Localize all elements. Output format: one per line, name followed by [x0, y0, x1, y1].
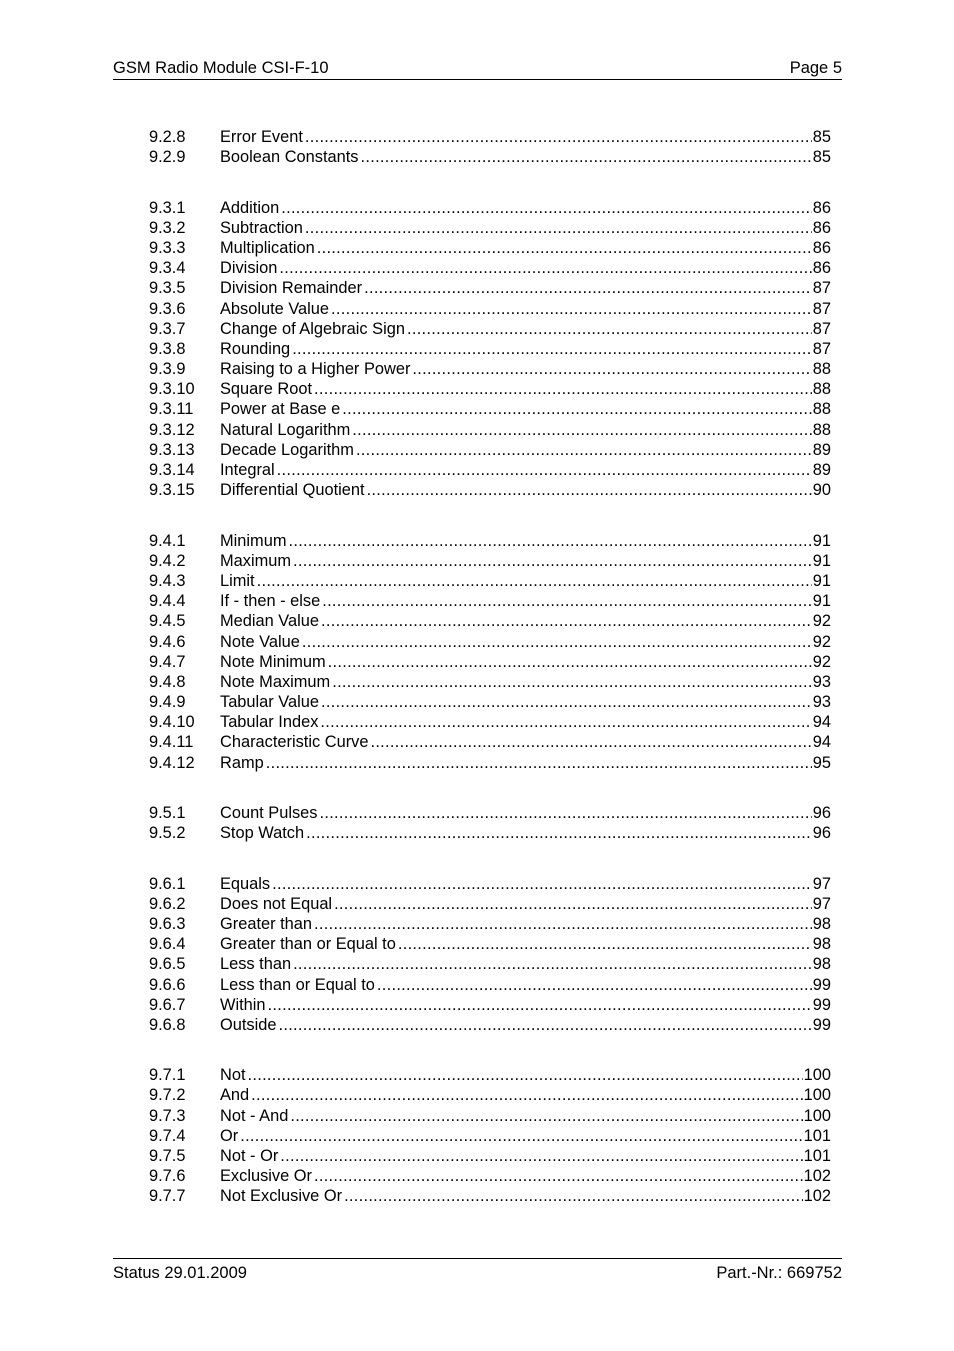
toc-entry-number: 9.3.13 [149, 440, 195, 459]
toc-entry-page: 93 [812, 672, 831, 691]
toc-entry-number: 9.3.15 [149, 481, 195, 500]
toc-entry-title: Greater than or Equal to [220, 935, 396, 954]
toc-entry[interactable] [149, 652, 831, 672]
toc-entry-title: Minimum [220, 531, 287, 550]
toc-dot-leader [266, 753, 812, 773]
toc-entry-title: Rounding [220, 339, 291, 358]
toc-entry-number: 9.6.4 [149, 935, 186, 954]
toc-entry-title: Square Root [220, 380, 313, 399]
toc-dot-leader [305, 218, 812, 238]
toc-entry-page: 97 [812, 874, 831, 893]
toc-dot-leader [398, 934, 812, 954]
toc-dot-leader [322, 591, 812, 611]
toc-entry[interactable] [149, 359, 831, 379]
toc-entry-page: 99 [812, 995, 831, 1014]
toc-entry-title: Note Maximum [220, 672, 331, 691]
toc-entry-page: 91 [812, 571, 831, 590]
toc-dot-leader [248, 1065, 803, 1085]
part-number: Part.-Nr.: 669752 [716, 1264, 842, 1282]
toc-dot-leader [361, 147, 812, 167]
toc-section [149, 1065, 831, 1206]
page-number: Page 5 [789, 59, 842, 77]
toc-entry[interactable] [149, 591, 831, 611]
toc-entry-title: Count Pulses [220, 804, 318, 822]
toc-entry-title: Greater than [220, 914, 313, 933]
toc-dot-leader [279, 1015, 812, 1035]
toc-entry-title: Maximum [220, 551, 292, 570]
toc-entry-title: Not - And [220, 1106, 289, 1125]
toc-entry-page: 89 [812, 440, 831, 459]
toc-dot-leader [306, 823, 812, 843]
toc-entry-page: 88 [812, 380, 831, 399]
toc-entry-title: Natural Logarithm [220, 420, 351, 439]
toc-entry-page: 86 [812, 218, 831, 237]
toc-dot-leader [356, 440, 812, 460]
toc-entry-number: 9.3.10 [149, 380, 195, 399]
toc-entry[interactable] [149, 1065, 831, 1085]
toc-entry-title: Less than [220, 955, 292, 974]
toc-entry[interactable] [149, 198, 831, 218]
toc-entry[interactable] [149, 632, 831, 652]
toc-entry-page: 101 [803, 1147, 831, 1165]
toc-entry-title: Less than or Equal to [220, 975, 375, 994]
toc-dot-leader [344, 1186, 803, 1206]
toc-entry[interactable] [149, 278, 831, 298]
toc-entry-title: Multiplication [220, 238, 315, 257]
toc-dot-leader [320, 803, 812, 823]
toc-dot-leader [331, 299, 812, 319]
toc-dot-leader [272, 874, 812, 894]
toc-entry-title: Addition [220, 198, 280, 217]
toc-entry-number: 9.7.1 [149, 1066, 186, 1085]
toc-entry[interactable] [149, 1186, 831, 1206]
toc-entry-number: 9.4.4 [149, 592, 186, 611]
toc-entry-title: Integral [220, 461, 275, 479]
toc-entry-page: 92 [812, 612, 831, 631]
toc-entry[interactable] [149, 1015, 831, 1035]
toc-entry-number: 9.4.9 [149, 693, 186, 712]
toc-entry-number: 9.3.2 [149, 218, 186, 237]
toc-entry-title: Tabular Value [220, 693, 320, 712]
toc-entry-number: 9.4.8 [149, 672, 186, 691]
toc-entry[interactable] [149, 934, 831, 954]
toc-entry-number: 9.6.7 [149, 995, 186, 1014]
toc-dot-leader [364, 278, 812, 298]
toc-entry[interactable] [149, 238, 831, 258]
toc-entry-title: Power at Base e [220, 400, 341, 419]
toc-entry-number: 9.3.4 [149, 259, 186, 278]
toc-entry-page: 100 [803, 1106, 831, 1125]
toc-dot-leader [342, 399, 812, 419]
toc-entry-page: 94 [812, 733, 831, 752]
toc-entry-page: 96 [812, 804, 831, 822]
toc-entry-number: 9.6.8 [149, 1015, 186, 1034]
toc-dot-leader [293, 551, 812, 571]
toc-entry[interactable] [149, 1146, 831, 1166]
toc-entry-number: 9.6.3 [149, 914, 186, 933]
toc-entry-page: 92 [812, 652, 831, 671]
toc-entry-number: 9.4.6 [149, 632, 186, 651]
toc-entry-page: 99 [812, 975, 831, 994]
toc-entry-number: 9.3.12 [149, 420, 195, 439]
toc-entry-page: 88 [812, 420, 831, 439]
toc-entry-number: 9.6.6 [149, 975, 186, 994]
toc-section [149, 198, 831, 501]
toc-entry-number: 9.3.5 [149, 279, 186, 298]
toc-entry-number: 9.3.1 [149, 198, 186, 217]
toc-dot-leader [314, 379, 812, 399]
toc-entry-title: Ramp [220, 753, 264, 772]
toc-entry-number: 9.5.2 [149, 824, 186, 843]
toc-dot-leader [314, 1166, 803, 1186]
toc-dot-leader [251, 1085, 802, 1105]
toc-entry[interactable] [149, 712, 831, 732]
toc-entry[interactable] [149, 753, 831, 773]
toc-dot-leader [277, 460, 812, 480]
toc-entry-number: 9.6.2 [149, 894, 186, 913]
toc-entry-number: 9.4.3 [149, 571, 186, 590]
toc-entry-title: Division [220, 259, 278, 278]
toc-entry-page: 92 [812, 632, 831, 651]
toc-dot-leader [352, 420, 811, 440]
toc-entry-page: 87 [812, 319, 831, 338]
toc-dot-leader [334, 894, 812, 914]
toc-entry-number: 9.4.1 [149, 531, 186, 550]
toc-entry-page: 97 [812, 894, 831, 913]
toc-dot-leader [321, 692, 812, 712]
toc-dot-leader [288, 531, 811, 551]
page-header [113, 58, 842, 80]
toc-dot-leader [292, 339, 812, 359]
toc-dot-leader [320, 712, 811, 732]
toc-entry-page: 87 [812, 279, 831, 298]
toc-entry-page: 98 [812, 955, 831, 974]
toc-dot-leader [332, 672, 812, 692]
toc-entry-title: Characteristic Curve [220, 733, 369, 752]
toc-entry-title: Outside [220, 1015, 277, 1034]
toc-entry-number: 9.3.9 [149, 360, 186, 379]
toc-dot-leader [367, 480, 812, 500]
toc-entry-number: 9.2.8 [149, 128, 186, 146]
toc-dot-leader [377, 975, 812, 995]
toc-dot-leader [281, 198, 812, 218]
toc-entry-number: 9.5.1 [149, 804, 186, 822]
toc-entry-title: Not - Or [220, 1147, 279, 1165]
toc-section [149, 874, 831, 1036]
toc-entry-number: 9.3.8 [149, 339, 186, 358]
toc-entry-title: Division Remainder [220, 279, 363, 298]
toc-entry-page: 91 [812, 551, 831, 570]
toc-entry-page: 87 [812, 299, 831, 318]
toc-entry-page: 85 [812, 128, 831, 146]
toc-entry-page: 86 [812, 198, 831, 217]
toc-entry-page: 102 [803, 1187, 831, 1206]
toc-entry[interactable] [149, 127, 831, 147]
toc-entry-title: If - then - else [220, 592, 321, 611]
toc-entry-page: 89 [812, 461, 831, 479]
toc-entry-number: 9.7.6 [149, 1167, 186, 1186]
toc-entry-title: Or [220, 1126, 239, 1145]
toc-entry[interactable] [149, 460, 831, 480]
toc-entry[interactable] [149, 420, 831, 440]
document-title: GSM Radio Module CSI-F-10 [113, 59, 329, 77]
toc-entry[interactable] [149, 1085, 831, 1105]
toc-entry-page: 102 [803, 1167, 831, 1186]
toc-entry-page: 100 [803, 1066, 831, 1085]
toc-entry[interactable] [149, 672, 831, 692]
toc-entry[interactable] [149, 995, 831, 1015]
toc-entry[interactable] [149, 379, 831, 399]
toc-entry-title: Within [220, 995, 266, 1014]
toc-entry-title: Exclusive Or [220, 1167, 312, 1186]
toc-entry-number: 9.7.3 [149, 1106, 186, 1125]
toc-entry-title: Raising to a Higher Power [220, 360, 411, 379]
toc-entry-title: Equals [220, 874, 271, 893]
toc-entry-title: Not Exclusive Or [220, 1187, 343, 1206]
toc-entry[interactable] [149, 299, 831, 319]
toc-entry-page: 90 [812, 481, 831, 500]
toc-entry[interactable] [149, 692, 831, 712]
toc-entry-number: 9.4.2 [149, 551, 186, 570]
toc-entry-page: 88 [812, 400, 831, 419]
toc-dot-leader [317, 238, 812, 258]
toc-entry-page: 94 [812, 713, 831, 732]
toc-dot-leader [305, 127, 812, 147]
toc-entry-title: Limit [220, 571, 255, 590]
toc-entry-title: Stop Watch [220, 824, 305, 843]
toc-dot-leader [279, 258, 811, 278]
toc-entry-title: Not [220, 1066, 246, 1085]
toc-entry-number: 9.6.1 [149, 874, 186, 893]
toc-entry[interactable] [149, 894, 831, 914]
toc-entry[interactable] [149, 218, 831, 238]
toc-entry-page: 98 [812, 914, 831, 933]
toc-entry[interactable] [149, 551, 831, 571]
toc-entry[interactable] [149, 874, 831, 894]
toc-entry-title: Subtraction [220, 218, 303, 237]
toc-entry-number: 9.3.11 [149, 400, 194, 419]
toc-entry-number: 9.4.10 [149, 713, 195, 732]
toc-entry[interactable] [149, 975, 831, 995]
toc-entry-number: 9.3.7 [149, 319, 186, 338]
toc-section [149, 803, 831, 843]
page-footer [113, 1258, 842, 1282]
toc-entry[interactable] [149, 803, 831, 823]
toc-entry-page: 101 [803, 1126, 831, 1145]
toc-entry-title: Does not Equal [220, 894, 333, 913]
toc-entry-number: 9.4.12 [149, 753, 195, 772]
toc-entry-page: 86 [812, 238, 831, 257]
toc-dot-leader [257, 571, 812, 591]
toc-entry-title: And [220, 1086, 250, 1105]
toc-dot-leader [314, 914, 812, 934]
toc-entry[interactable] [149, 611, 831, 631]
toc-dot-leader [240, 1126, 802, 1146]
toc-entry[interactable] [149, 319, 831, 339]
toc-entry-title: Tabular Index [220, 713, 319, 732]
toc-entry[interactable] [149, 399, 831, 419]
toc-entry-page: 93 [812, 693, 831, 712]
toc-dot-leader [370, 732, 811, 752]
toc-entry-page: 85 [812, 148, 831, 167]
toc-dot-leader [290, 1106, 802, 1126]
toc-entry[interactable] [149, 1106, 831, 1126]
toc-entry[interactable] [149, 440, 831, 460]
toc-dot-leader [268, 995, 812, 1015]
toc-entry-number: 9.3.3 [149, 238, 186, 257]
table-of-contents [149, 127, 831, 1237]
toc-entry-number: 9.7.4 [149, 1126, 186, 1145]
status-date: Status 29.01.2009 [113, 1264, 247, 1282]
toc-entry-page: 100 [803, 1086, 831, 1105]
toc-entry-number: 9.3.6 [149, 299, 186, 318]
toc-dot-leader [280, 1146, 802, 1166]
toc-entry-title: Note Minimum [220, 652, 326, 671]
toc-entry-number: 9.4.11 [149, 733, 194, 752]
toc-entry-page: 86 [812, 259, 831, 278]
toc-entry-number: 9.7.5 [149, 1147, 186, 1165]
toc-dot-leader [328, 652, 812, 672]
toc-entry-page: 95 [812, 753, 831, 772]
toc-entry-title: Change of Algebraic Sign [220, 319, 405, 338]
toc-entry-number: 9.3.14 [149, 461, 195, 479]
toc-entry[interactable] [149, 954, 831, 974]
toc-entry[interactable] [149, 914, 831, 934]
toc-entry[interactable] [149, 732, 831, 752]
toc-entry-page: 91 [812, 592, 831, 611]
toc-dot-leader [407, 319, 812, 339]
toc-entry-title: Boolean Constants [220, 148, 359, 167]
toc-entry[interactable] [149, 531, 831, 551]
toc-entry-number: 9.2.9 [149, 148, 186, 167]
toc-entry-number: 9.6.5 [149, 955, 186, 974]
toc-entry-number: 9.4.5 [149, 612, 186, 631]
toc-entry[interactable] [149, 480, 831, 500]
toc-entry-title: Note Value [220, 632, 300, 651]
toc-entry-number: 9.7.2 [149, 1086, 186, 1105]
toc-entry-page: 99 [812, 1015, 831, 1034]
toc-entry[interactable] [149, 1166, 831, 1186]
toc-entry[interactable] [149, 823, 831, 843]
toc-entry-number: 9.4.7 [149, 652, 186, 671]
toc-dot-leader [302, 632, 812, 652]
toc-entry[interactable] [149, 147, 831, 167]
toc-dot-leader [321, 611, 812, 631]
toc-entry-title: Differential Quotient [220, 481, 365, 500]
toc-entry-title: Decade Logarithm [220, 440, 354, 459]
toc-dot-leader [412, 359, 811, 379]
toc-entry-page: 98 [812, 935, 831, 954]
toc-section [149, 531, 831, 773]
toc-entry[interactable] [149, 258, 831, 278]
toc-entry-page: 87 [812, 339, 831, 358]
toc-entry[interactable] [149, 571, 831, 591]
toc-entry-page: 88 [812, 360, 831, 379]
toc-section [149, 127, 831, 167]
toc-entry-title: Error Event [220, 128, 303, 146]
toc-entry-title: Absolute Value [220, 299, 330, 318]
toc-entry[interactable] [149, 339, 831, 359]
toc-entry-page: 96 [812, 824, 831, 843]
toc-entry-title: Median Value [220, 612, 320, 631]
toc-entry[interactable] [149, 1126, 831, 1146]
toc-entry-page: 91 [812, 531, 831, 550]
toc-dot-leader [293, 954, 812, 974]
toc-entry-number: 9.7.7 [149, 1187, 186, 1206]
